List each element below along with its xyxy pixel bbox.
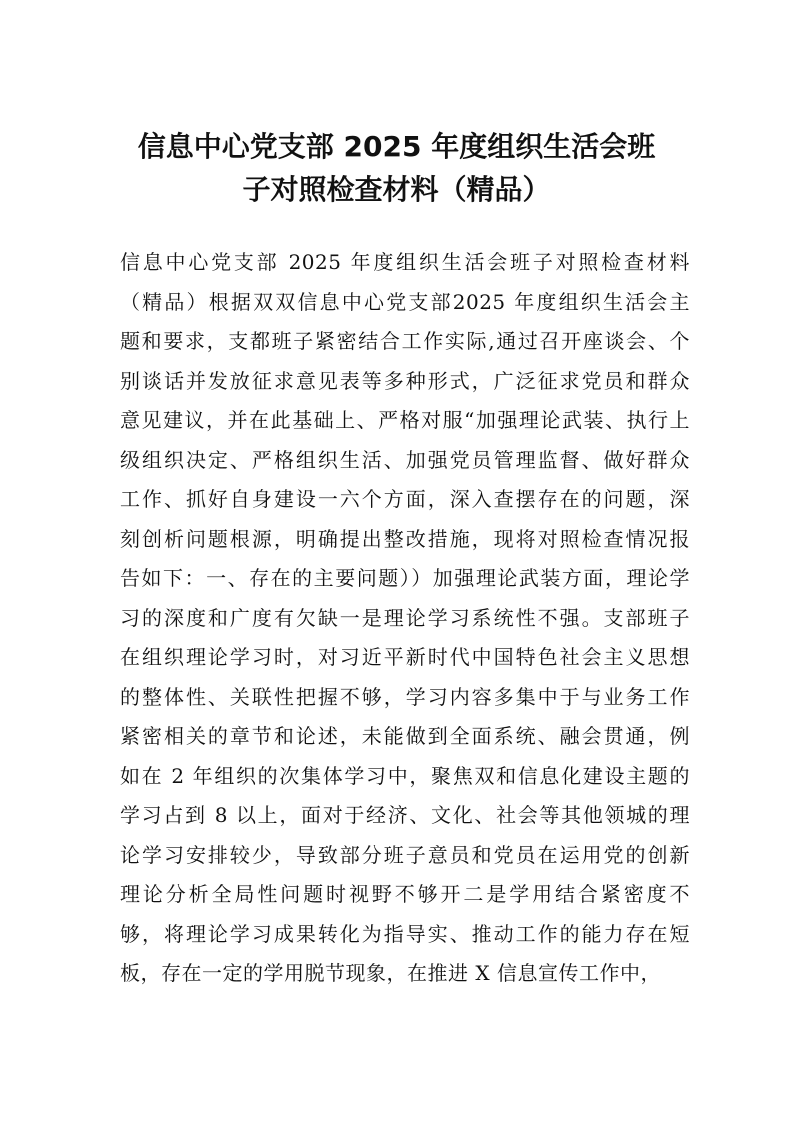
body-text-line: 习的深度和广度有欠缺一是理论学习系统性不强。支部班子 xyxy=(120,605,690,630)
body-text-line: 刻创析问题根源，明确提出整改措施，现将对照检查情况报 xyxy=(120,526,690,551)
body-text-line: 学习占到 8 以上，面对于经济、文化、社会等其他领城的理 xyxy=(120,803,690,827)
body-text-line: 紧密相关的章节和论述，未能做到全面系统、融会贯通，例 xyxy=(120,724,690,748)
body-text-line: 工作、抓好自身建设一六个方面，深入查摆存在的问题，深 xyxy=(120,487,690,511)
body-text-line: 信息中心党支部 2025 年度组织生活会班子对照检查材料 xyxy=(120,250,690,274)
body-text-line: 题和要求，支都班子紧密结合工作实际,通过召开座谈会、个 xyxy=(120,329,690,353)
body-text-line: 板，存在一定的学用脱节现象，在推进 X 信息宣传工作中， xyxy=(120,961,661,985)
body-text-line: 别谈话并发放征求意见表等多种形式，广泛征求党员和群众 xyxy=(120,368,690,393)
body-text-line: 级组织决定、严格组织生活、加强党员管理监督、做好群众 xyxy=(120,447,690,472)
body-text-line: 的整体性、关联性把握不够，学习内容多集中于与业务工作 xyxy=(120,684,690,709)
body-text-line: 够，将理论学习成果转化为指导实、推动工作的能力存在短 xyxy=(120,921,690,946)
document-body xyxy=(120,247,690,998)
body-text-line: （精品）根据双双信息中心党支部2025 年度组织生活会主 xyxy=(120,289,690,314)
document-title-line-1: 信息中心党支部 2025 年度组织生活会班 xyxy=(137,130,656,163)
body-text-line: 理论分析全局性问题时视野不够开二是学用结合紧密度不 xyxy=(120,882,690,906)
body-text-line: 在组织理论学习时，对习近平新时代中国特色社会主义思想 xyxy=(120,645,690,669)
body-text-line: 论学习安排较少，导致部分班子意员和党员在运用党的创新 xyxy=(120,842,690,867)
body-text-line: 意见建议，并在此基础上、严格对服“加强理论武装、执行上 xyxy=(120,408,690,432)
body-text-line: 如在 2 年组织的次集体学习中，聚焦双和信息化建设主题的 xyxy=(120,763,690,788)
document-title-line-2: 子对照检查材料（精品） xyxy=(242,173,551,206)
body-text-line: 告如下：一、存在的主要问题））加强理论武装方面，理论学 xyxy=(120,566,690,590)
